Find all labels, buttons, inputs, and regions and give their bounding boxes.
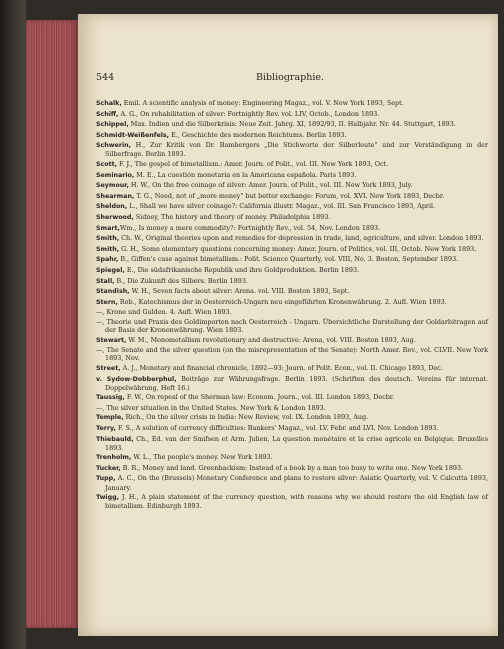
entry-text: M. E., La cuestión monetaria en la Americana española. Paris 1893. — [134, 170, 357, 179]
bibliography-entry — [96, 375, 488, 392]
entry-text: B. R., Money and land. Greenbackism: Instead of a book by a man too busy to write one. New York 1893. — [120, 463, 464, 472]
bibliography-entry — [96, 120, 488, 129]
bibliography-entry — [96, 99, 488, 108]
entry-text: W. L., The people's money. New York 1893. — [131, 453, 273, 462]
entry-text: G. H., Some elementary questions concerning money: Amer. Journ. of Politics, vol. III, Octob. New York 1893. — [119, 244, 477, 253]
entry-text: Ch. W., Original theories upon and remedies for depression in trade, land, agriculture, and silver. London 1893. — [119, 234, 484, 243]
entry-text: A. C., On the (Brussels) Monetary Conference and plans to restore silver: Asiatic Quarterly, vol. V. Calcutta 1893, January. — [105, 474, 488, 492]
entry-author: Schiff, — [96, 110, 119, 118]
entry-author: Shearman, — [96, 192, 135, 200]
bibliography-entry — [96, 202, 488, 211]
bibliography-entry — [96, 435, 488, 452]
bibliography-entry — [96, 277, 488, 286]
entry-text: —, The silver situation in the United States. New York & London 1893. — [96, 403, 326, 412]
entry-author: Seymour, — [96, 182, 129, 190]
entry-text: L., Shall we have silver coinage?: California illustr. Magaz., vol. III. San Francisco 1893, April. — [127, 202, 436, 211]
bibliography-entry — [96, 245, 488, 254]
page-title: Bibliographie. — [255, 72, 325, 83]
bibliography-entry — [96, 346, 488, 362]
entry-author: v. Sydow-Dobberphul, — [96, 375, 177, 383]
entry-author: Terry, — [96, 425, 116, 432]
entry-author: Tucker, — [96, 464, 121, 472]
entry-text: Emil. A scientific analysis of money: Engineering Magaz., vol. V. New York 1893, Sept. — [121, 99, 404, 107]
bibliography-entry — [96, 131, 488, 140]
bibliography-entry — [96, 474, 488, 491]
entry-author: Schwerin, — [96, 142, 131, 150]
entry-text: Rich., On the silver crisis in India: New Review, vol. IX. London 1893, Aug. — [123, 413, 369, 422]
entry-author: Thiebauld, — [96, 435, 134, 443]
bibliography-list — [96, 99, 488, 512]
entry-author: Scott, — [96, 161, 118, 169]
bibliography-entry — [96, 160, 488, 169]
bibliography-entry — [96, 171, 488, 180]
page-number: 544 — [96, 72, 115, 83]
entry-text: —, Theorie und Praxis des Goldimporten nach Oesterreich - Ungarn. Übersichtliche Darstellung der Goldarbitragen auf der Basis der Kronenwährung. Wien 1893. — [96, 317, 488, 335]
page-edges — [26, 20, 78, 628]
entry-text: Ch., Ed. van der Smifsen et Arm. Julien, La question monétaire et la crise agricole en Belgique. Bruxelles 1893. — [105, 434, 488, 452]
bibliography-entry — [96, 336, 488, 345]
bibliography-entry — [96, 393, 488, 402]
bibliography-entry — [96, 287, 488, 296]
entry-text: A. G., On rehabilitation of silver: Fortnightly Rev. vol. LIV, Octob., London 1893. — [118, 109, 380, 118]
entry-author: Spahr, — [96, 256, 119, 264]
bibliography-entry — [96, 298, 488, 307]
entry-text: —, Krone und Gulden. 4. Aufl. Wien 1893. — [96, 308, 232, 317]
entry-author: Twigg, — [96, 494, 119, 502]
entry-author: Temple, — [96, 414, 124, 422]
entry-author: Schippel, — [96, 121, 129, 129]
entry-text: W. H., Seven facts about silver: Arena. vol. VIII. Boston 1893, Sept. — [129, 287, 350, 296]
entry-author: Schmidt-Weißenfels, — [96, 131, 170, 139]
entry-text: Max. Indien und die Silberkrisis: Neue Zeit. Jahrg. XI, 1892/93, II. Halbjahr. Nr. 44. Stuttgart, 1893. — [128, 120, 456, 129]
bibliography-entry — [96, 255, 488, 264]
bibliography-entry — [96, 318, 488, 334]
entry-text: Wm., Is money a mere commodity?: Fortnightly Rev., vol. 54, Nov. London 1893. — [119, 223, 381, 232]
entry-text: F. W., On repeal of the Sherman law: Econom. Journ., vol. III. London 1893, Decbr. — [124, 393, 395, 402]
entry-author: Smith, — [96, 245, 120, 253]
entry-author: Smith, — [96, 235, 120, 243]
bibliography-entry — [96, 413, 488, 422]
entry-author: Stall, — [96, 277, 115, 285]
book-page — [78, 14, 498, 636]
bibliography-entry — [96, 141, 488, 158]
bibliography-entry — [96, 464, 488, 473]
entry-author: Smart, — [96, 224, 120, 232]
bibliography-entry — [96, 110, 488, 119]
bibliography-entry — [96, 234, 488, 243]
entry-author: Spiegel, — [96, 267, 125, 274]
bibliography-entry — [96, 308, 488, 316]
entry-author: Tupp, — [96, 475, 116, 483]
entry-text: Rob., Katechismus der in Oesterreich-Ungarn neu eingeführten Kronenwährung. 2. Aufl. Wien 1893. — [117, 297, 447, 306]
bibliography-entry — [96, 224, 488, 233]
entry-text: E., Geschichte des modernen Reichtums. Berlin 1893. — [169, 130, 347, 139]
page-header — [96, 72, 484, 86]
bibliography-entry — [96, 192, 488, 201]
entry-author: Street, — [96, 364, 121, 372]
entry-author: Stewart, — [96, 336, 127, 344]
entry-text: B., Giffen's case against bimetallism.: Polit. Science Quarterly, vol. VIII, No. 3. Boston, September 1893. — [118, 255, 459, 264]
entry-text: E., Die südafrikanische Republik und ihre Goldproduktion. Berlin 1893. — [124, 266, 360, 274]
entry-text: F. S., A solution of currency difficulties: Bankers' Magaz., vol. LV. Febr. and LVI. Nov. London 1893. — [115, 424, 439, 432]
book-binding — [0, 0, 26, 649]
bibliography-entry — [96, 493, 488, 510]
entry-text: Sidney, The history and theory of money. Philadelphia 1893. — [133, 213, 331, 222]
entry-text: B., Die Zukunft des Silbers. Berlin 1893. — [114, 276, 248, 285]
entry-text: W. M., Monometallism revolutionary and destructive: Arena, vol. VIII. Boston 1893, Aug. — [126, 335, 416, 344]
entry-author: Sheldon, — [96, 203, 128, 211]
entry-author: Seminario, — [96, 171, 135, 179]
entry-text: H. W., On the free coinage of silver: Amer. Journ. of Polit., vol. III. New York 1893, July. — [128, 181, 413, 190]
bibliography-entry — [96, 181, 488, 190]
entry-text: F. J., The gospel of bimetallism.: Amer. Journ. of Polit., vol. III. New York 1893, Oct. — [117, 160, 389, 169]
entry-text: J. H., A plain statement of the currency question, with reasons why we should restore the old English law of bimetallism. Edinburgh 1893. — [105, 493, 488, 511]
bibliography-entry — [96, 453, 488, 462]
entry-text: Beiträge zur Währungsfrage. Berlin 1893. (Schriften des deutsch. Vereins für internat. Doppelwährung, Heft 16.) — [105, 374, 488, 392]
entry-text: H., Zur Kritik von Dr. Bambergers „Die Stichworte der Silberleute" und zur Verständigung in der Silberfrage. Berlin 1893. — [105, 141, 488, 159]
bibliography-entry — [96, 404, 488, 412]
entry-author: Stern, — [96, 298, 118, 306]
bibliography-entry — [96, 364, 488, 373]
entry-author: Sherwood, — [96, 214, 134, 222]
bibliography-entry — [96, 266, 488, 275]
entry-author: Schalk, — [96, 100, 122, 107]
entry-author: Trenholm, — [96, 454, 132, 462]
entry-author: Standish, — [96, 288, 130, 296]
bibliography-entry — [96, 424, 488, 433]
entry-author: Taussig, — [96, 394, 125, 402]
entry-text: —, The Senate and the silver question (on the misrepresentation of the Senate): North Amer. Rev., vol. CLVII. New York 1893, Nov. — [96, 346, 488, 363]
entry-text: T. G., Need, not of „more money" but better exchange: Forum, vol. XVI. New York 1893, Decbr. — [134, 191, 445, 200]
bibliography-entry — [96, 213, 488, 222]
entry-text: A. J., Monetary and financial chronicle, 1892—93: Journ. of Polit. Econ., vol. II. Chicago 1893, Dec. — [120, 363, 443, 372]
